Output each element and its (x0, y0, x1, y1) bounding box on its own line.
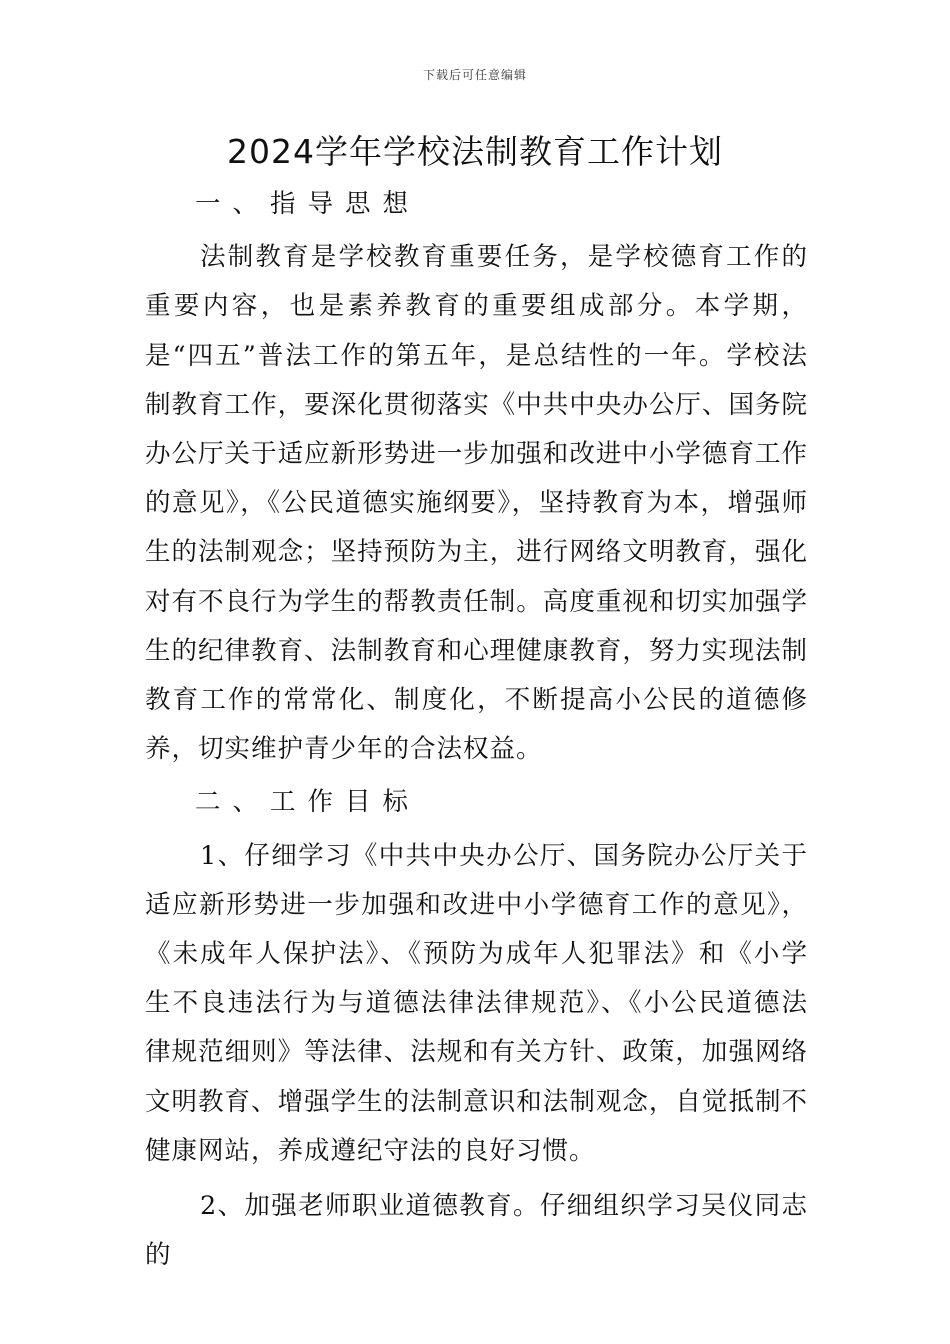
paragraph-goal-2: 2、加强老师职业道德教育。仔细组织学习吴仪同志的 (145, 1191, 808, 1271)
document-body (145, 180, 808, 1280)
header-note: 下载后可任意编辑 (422, 68, 527, 82)
paragraph-guiding-ideology: 法制教育是学校教育重要任务，是学校德育工作的重要内容，也是素养教育的重要组成部分。本学期，是“四五”普法工作的第五年，是总结性的一年。学校法制教育工作，要深化贯彻落实《中共中央办公厅、国务院办公厅关于适应新形势进一步加强和改进中小学德育工作的意见》，《公民道德实施纲要》，坚持教育为本，增强师生的法制观念；坚持预防为主，进行网络文明教育，强化对有不良行为学生的帮教责任制。高度重视和切实加强学生的纪律教育、法制教育和心理健康教育，努力实现法制教育工作的常常化、制度化，不断提高小公民的道德修养，切实维护青少年的合法权益。 (145, 242, 808, 765)
paragraph-goal-1: 1、仔细学习《中共中央办公厅、国务院办公厅关于适应新形势进一步加强和改进中小学德育工作的意见》，《未成年人保护法》、《预防为成年人犯罪法》和《小学生不良违法行为与道德法律法律规范》、《小公民道德法律规范细则》等法律、法规和有关方针、政策，加强网络文明教育、增强学生的法制意识和法制观念，自觉抵制不健康网站，养成遵纪守法的良好习惯。 (145, 840, 808, 1166)
document-title: 2024学年学校法制教育工作计划 (227, 132, 723, 171)
section-heading-guiding-ideology: 一、指导思想 (195, 189, 421, 219)
section-heading-work-goals: 二、工作目标 (195, 787, 421, 818)
